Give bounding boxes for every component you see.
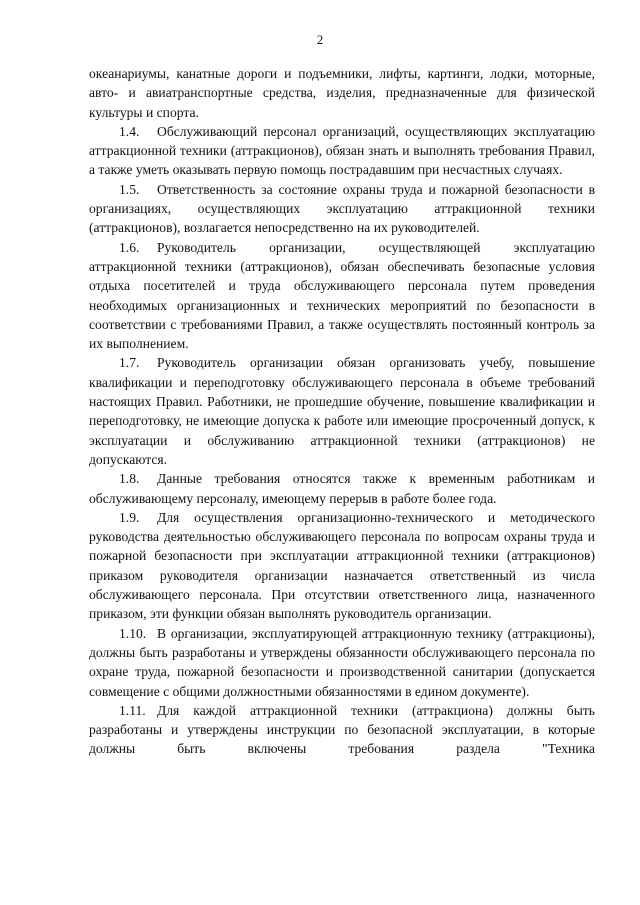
paragraph-text: Руководитель организации, осуществляющей эксплуатацию аттракционной техники (аттракционов), обязан обеспечивать безопасные условия отдыха посетителей и труда обслуживающего персонала путем проведения необходимых организационных и технических мероприятий по безопасности в соответствии с требованиями Правил, а также осуществлять постоянный контроль за их выполнением. — [89, 239, 595, 352]
paragraph-1-6 — [89, 238, 595, 354]
paragraph-number: 1.6. — [119, 239, 140, 255]
paragraph-number: 1.8. — [119, 471, 140, 487]
paragraph-number: 1.11. — [119, 702, 146, 718]
paragraph-1-8 — [89, 469, 595, 508]
paragraph-1-4 — [89, 122, 595, 180]
paragraph-text: Данные требования относятся также к временным работникам и обслуживающему персоналу, имеющему перерыв в работе более года. — [89, 471, 595, 506]
paragraph-1-9 — [89, 508, 595, 624]
paragraph-number: 1.5. — [119, 181, 140, 197]
paragraph-1-5 — [89, 180, 595, 238]
paragraph-text: В организации, эксплуатирующей аттракционную технику (аттракционы), должны быть разработаны и утверждены обязанности обслуживающего персонала по охране труда, пожарной безопасности и производственной санитарии (допускается совмещение с общими должностными обязанностями в едином документе). — [89, 625, 595, 699]
paragraph-text: Для осуществления организационно-технического и методического руководства деятельностью обслуживающего персонала по вопросам охраны труда и пожарной безопасности при эксплуатации аттракционной техники (аттракционов) приказом руководителя организации назначается ответственный из числа обслуживающего персонала. При отсутствии ответственного лица, назначенного приказом, эти функции обязан выполнять руководитель организации. — [89, 509, 595, 622]
paragraph-number: 1.7. — [119, 355, 140, 371]
document-body — [89, 64, 595, 759]
paragraph-text: Руководитель организации обязан организовать учебу, повышение квалификации и переподготовку обслуживающего персонала в объеме требований настоящих Правил. Работники, не прошедшие обучение, повышение квалификации и переподготовку, не имеющие допуска к работе или имеющие просроченный допуск, к эксплуатации и обслуживанию аттракционной техники (аттракционов) не допускаются. — [89, 355, 595, 467]
paragraph-text: Для каждой аттракционной техники (аттракциона) должны быть разработаны и утверждены инструкции по безопасной эксплуатации, в которые должны быть включены требования раздела "Техника — [89, 702, 595, 757]
page-number: 2 — [316, 32, 324, 47]
paragraph-number: 1.10. — [119, 625, 147, 641]
paragraph-1-10 — [89, 624, 595, 701]
paragraph-number: 1.4. — [119, 123, 140, 139]
continuation-paragraph: океанариумы, канатные дороги и подъемники, лифты, картинги, лодки, моторные, авто- и авиатранспортные средства, изделия, предназначенные для физической культуры и спорта. — [89, 66, 595, 120]
paragraph-text: Ответственность за состояние охраны труда и пожарной безопасности в организациях, осуществляющих эксплуатацию аттракционной техники (аттракционов), возлагается непосредственно на их руководителей. — [89, 181, 595, 236]
paragraph-1-7 — [89, 353, 595, 469]
paragraph-number: 1.9. — [119, 509, 140, 525]
paragraph-text: Обслуживающий персонал организаций, осуществляющих эксплуатацию аттракционной техники (аттракционов), обязан знать и выполнять требования Правил, а также уметь оказывать первую помощь пострадавшим при несчастных случаях. — [89, 123, 595, 178]
paragraph-1-11 — [89, 701, 595, 759]
